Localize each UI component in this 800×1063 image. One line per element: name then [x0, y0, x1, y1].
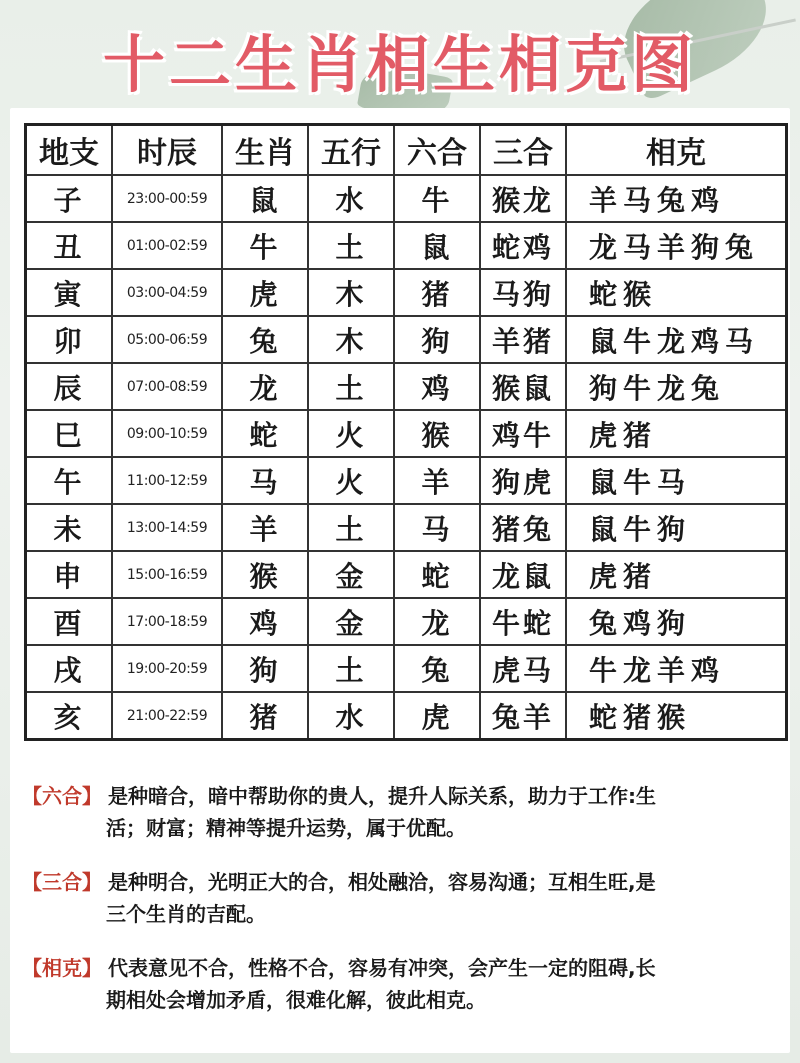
cell-animal: 猪 — [222, 692, 308, 740]
table-row — [26, 175, 787, 222]
cell-branch: 申 — [26, 551, 113, 598]
header-branch: 地支 — [26, 125, 113, 176]
cell-sanhe: 狗虎 — [480, 457, 566, 504]
cell-animal: 蛇 — [222, 410, 308, 457]
cell-sanhe: 猴鼠 — [480, 363, 566, 410]
cell-xiangke: 虎猪 — [566, 410, 787, 457]
table-row — [26, 410, 787, 457]
cell-sanhe: 龙鼠 — [480, 551, 566, 598]
note-sanhe — [22, 866, 782, 930]
cell-sanhe: 猪兔 — [480, 504, 566, 551]
header-animal: 生肖 — [222, 125, 308, 176]
cell-time: 03:00-04:59 — [112, 269, 222, 316]
cell-element: 水 — [308, 175, 394, 222]
cell-sanhe: 兔羊 — [480, 692, 566, 740]
table-row — [26, 363, 787, 410]
cell-time: 01:00-02:59 — [112, 222, 222, 269]
cell-liuhe: 牛 — [394, 175, 480, 222]
table-row — [26, 316, 787, 363]
cell-branch: 未 — [26, 504, 113, 551]
cell-branch: 卯 — [26, 316, 113, 363]
cell-element: 金 — [308, 598, 394, 645]
table-row — [26, 269, 787, 316]
cell-time: 09:00-10:59 — [112, 410, 222, 457]
cell-animal: 羊 — [222, 504, 308, 551]
cell-animal: 鸡 — [222, 598, 308, 645]
note-text: 是种暗合，暗中帮助你的贵人，提升人际关系，助力于工作:生 — [108, 784, 656, 808]
note-liuhe — [22, 780, 782, 844]
cell-element: 土 — [308, 222, 394, 269]
cell-branch: 子 — [26, 175, 113, 222]
cell-xiangke: 狗牛龙兔 — [566, 363, 787, 410]
cell-branch: 戌 — [26, 645, 113, 692]
table-row — [26, 692, 787, 740]
header-liuhe: 六合 — [394, 125, 480, 176]
cell-liuhe: 兔 — [394, 645, 480, 692]
cell-animal: 牛 — [222, 222, 308, 269]
cell-liuhe: 鸡 — [394, 363, 480, 410]
cell-time: 21:00-22:59 — [112, 692, 222, 740]
table-row — [26, 598, 787, 645]
cell-branch: 寅 — [26, 269, 113, 316]
page-title: 十二生肖相生相克图 — [102, 28, 697, 101]
note-text: 活；财富；精神等提升运势，属于优配。 — [106, 816, 466, 840]
cell-xiangke: 兔鸡狗 — [566, 598, 787, 645]
cell-element: 水 — [308, 692, 394, 740]
cell-time: 23:00-00:59 — [112, 175, 222, 222]
cell-time: 19:00-20:59 — [112, 645, 222, 692]
zodiac-table — [24, 123, 788, 741]
note-tag: 【相克】 — [22, 956, 102, 980]
cell-xiangke: 鼠牛马 — [566, 457, 787, 504]
cell-time: 05:00-06:59 — [112, 316, 222, 363]
cell-xiangke: 鼠牛狗 — [566, 504, 787, 551]
cell-liuhe: 龙 — [394, 598, 480, 645]
header-element: 五行 — [308, 125, 394, 176]
cell-branch: 酉 — [26, 598, 113, 645]
header-time: 时辰 — [112, 125, 222, 176]
table-header-row — [26, 125, 787, 176]
cell-time: 17:00-18:59 — [112, 598, 222, 645]
table-row — [26, 551, 787, 598]
cell-element: 土 — [308, 504, 394, 551]
cell-xiangke: 虎猪 — [566, 551, 787, 598]
cell-animal: 龙 — [222, 363, 308, 410]
cell-time: 07:00-08:59 — [112, 363, 222, 410]
cell-sanhe: 蛇鸡 — [480, 222, 566, 269]
cell-sanhe: 马狗 — [480, 269, 566, 316]
cell-animal: 兔 — [222, 316, 308, 363]
cell-xiangke: 鼠牛龙鸡马 — [566, 316, 787, 363]
cell-xiangke: 蛇猴 — [566, 269, 787, 316]
cell-liuhe: 猴 — [394, 410, 480, 457]
note-text: 代表意见不合，性格不合，容易有冲突，会产生一定的阻碍,长 — [108, 956, 656, 980]
note-tag: 【六合】 — [22, 784, 102, 808]
header-sanhe: 三合 — [480, 125, 566, 176]
cell-element: 土 — [308, 363, 394, 410]
notes-section — [22, 780, 782, 1038]
cell-branch: 丑 — [26, 222, 113, 269]
cell-branch: 辰 — [26, 363, 113, 410]
cell-sanhe: 羊猪 — [480, 316, 566, 363]
note-text: 期相处会增加矛盾，很难化解，彼此相克。 — [106, 988, 486, 1012]
cell-element: 金 — [308, 551, 394, 598]
cell-element: 火 — [308, 410, 394, 457]
cell-branch: 巳 — [26, 410, 113, 457]
cell-animal: 鼠 — [222, 175, 308, 222]
cell-xiangke: 龙马羊狗兔 — [566, 222, 787, 269]
cell-branch: 午 — [26, 457, 113, 504]
cell-liuhe: 狗 — [394, 316, 480, 363]
note-xiangke — [22, 952, 782, 1016]
note-tag: 【三合】 — [22, 870, 102, 894]
cell-animal: 虎 — [222, 269, 308, 316]
cell-sanhe: 牛蛇 — [480, 598, 566, 645]
cell-element: 木 — [308, 269, 394, 316]
cell-time: 13:00-14:59 — [112, 504, 222, 551]
cell-sanhe: 猴龙 — [480, 175, 566, 222]
cell-liuhe: 鼠 — [394, 222, 480, 269]
cell-xiangke: 蛇猪猴 — [566, 692, 787, 740]
cell-xiangke: 羊马兔鸡 — [566, 175, 787, 222]
cell-liuhe: 虎 — [394, 692, 480, 740]
cell-sanhe: 虎马 — [480, 645, 566, 692]
note-text: 是种明合，光明正大的合，相处融洽，容易沟通；互相生旺,是 — [108, 870, 656, 894]
note-text: 三个生肖的吉配。 — [106, 902, 266, 926]
cell-time: 11:00-12:59 — [112, 457, 222, 504]
table-row — [26, 645, 787, 692]
cell-liuhe: 马 — [394, 504, 480, 551]
table-row — [26, 457, 787, 504]
cell-element: 木 — [308, 316, 394, 363]
cell-element: 火 — [308, 457, 394, 504]
cell-branch: 亥 — [26, 692, 113, 740]
cell-liuhe: 猪 — [394, 269, 480, 316]
table-row — [26, 222, 787, 269]
cell-time: 15:00-16:59 — [112, 551, 222, 598]
cell-xiangke: 牛龙羊鸡 — [566, 645, 787, 692]
header-xiangke: 相克 — [566, 125, 787, 176]
cell-liuhe: 羊 — [394, 457, 480, 504]
cell-liuhe: 蛇 — [394, 551, 480, 598]
cell-element: 土 — [308, 645, 394, 692]
table-row — [26, 504, 787, 551]
cell-animal: 狗 — [222, 645, 308, 692]
cell-animal: 马 — [222, 457, 308, 504]
cell-sanhe: 鸡牛 — [480, 410, 566, 457]
cell-animal: 猴 — [222, 551, 308, 598]
